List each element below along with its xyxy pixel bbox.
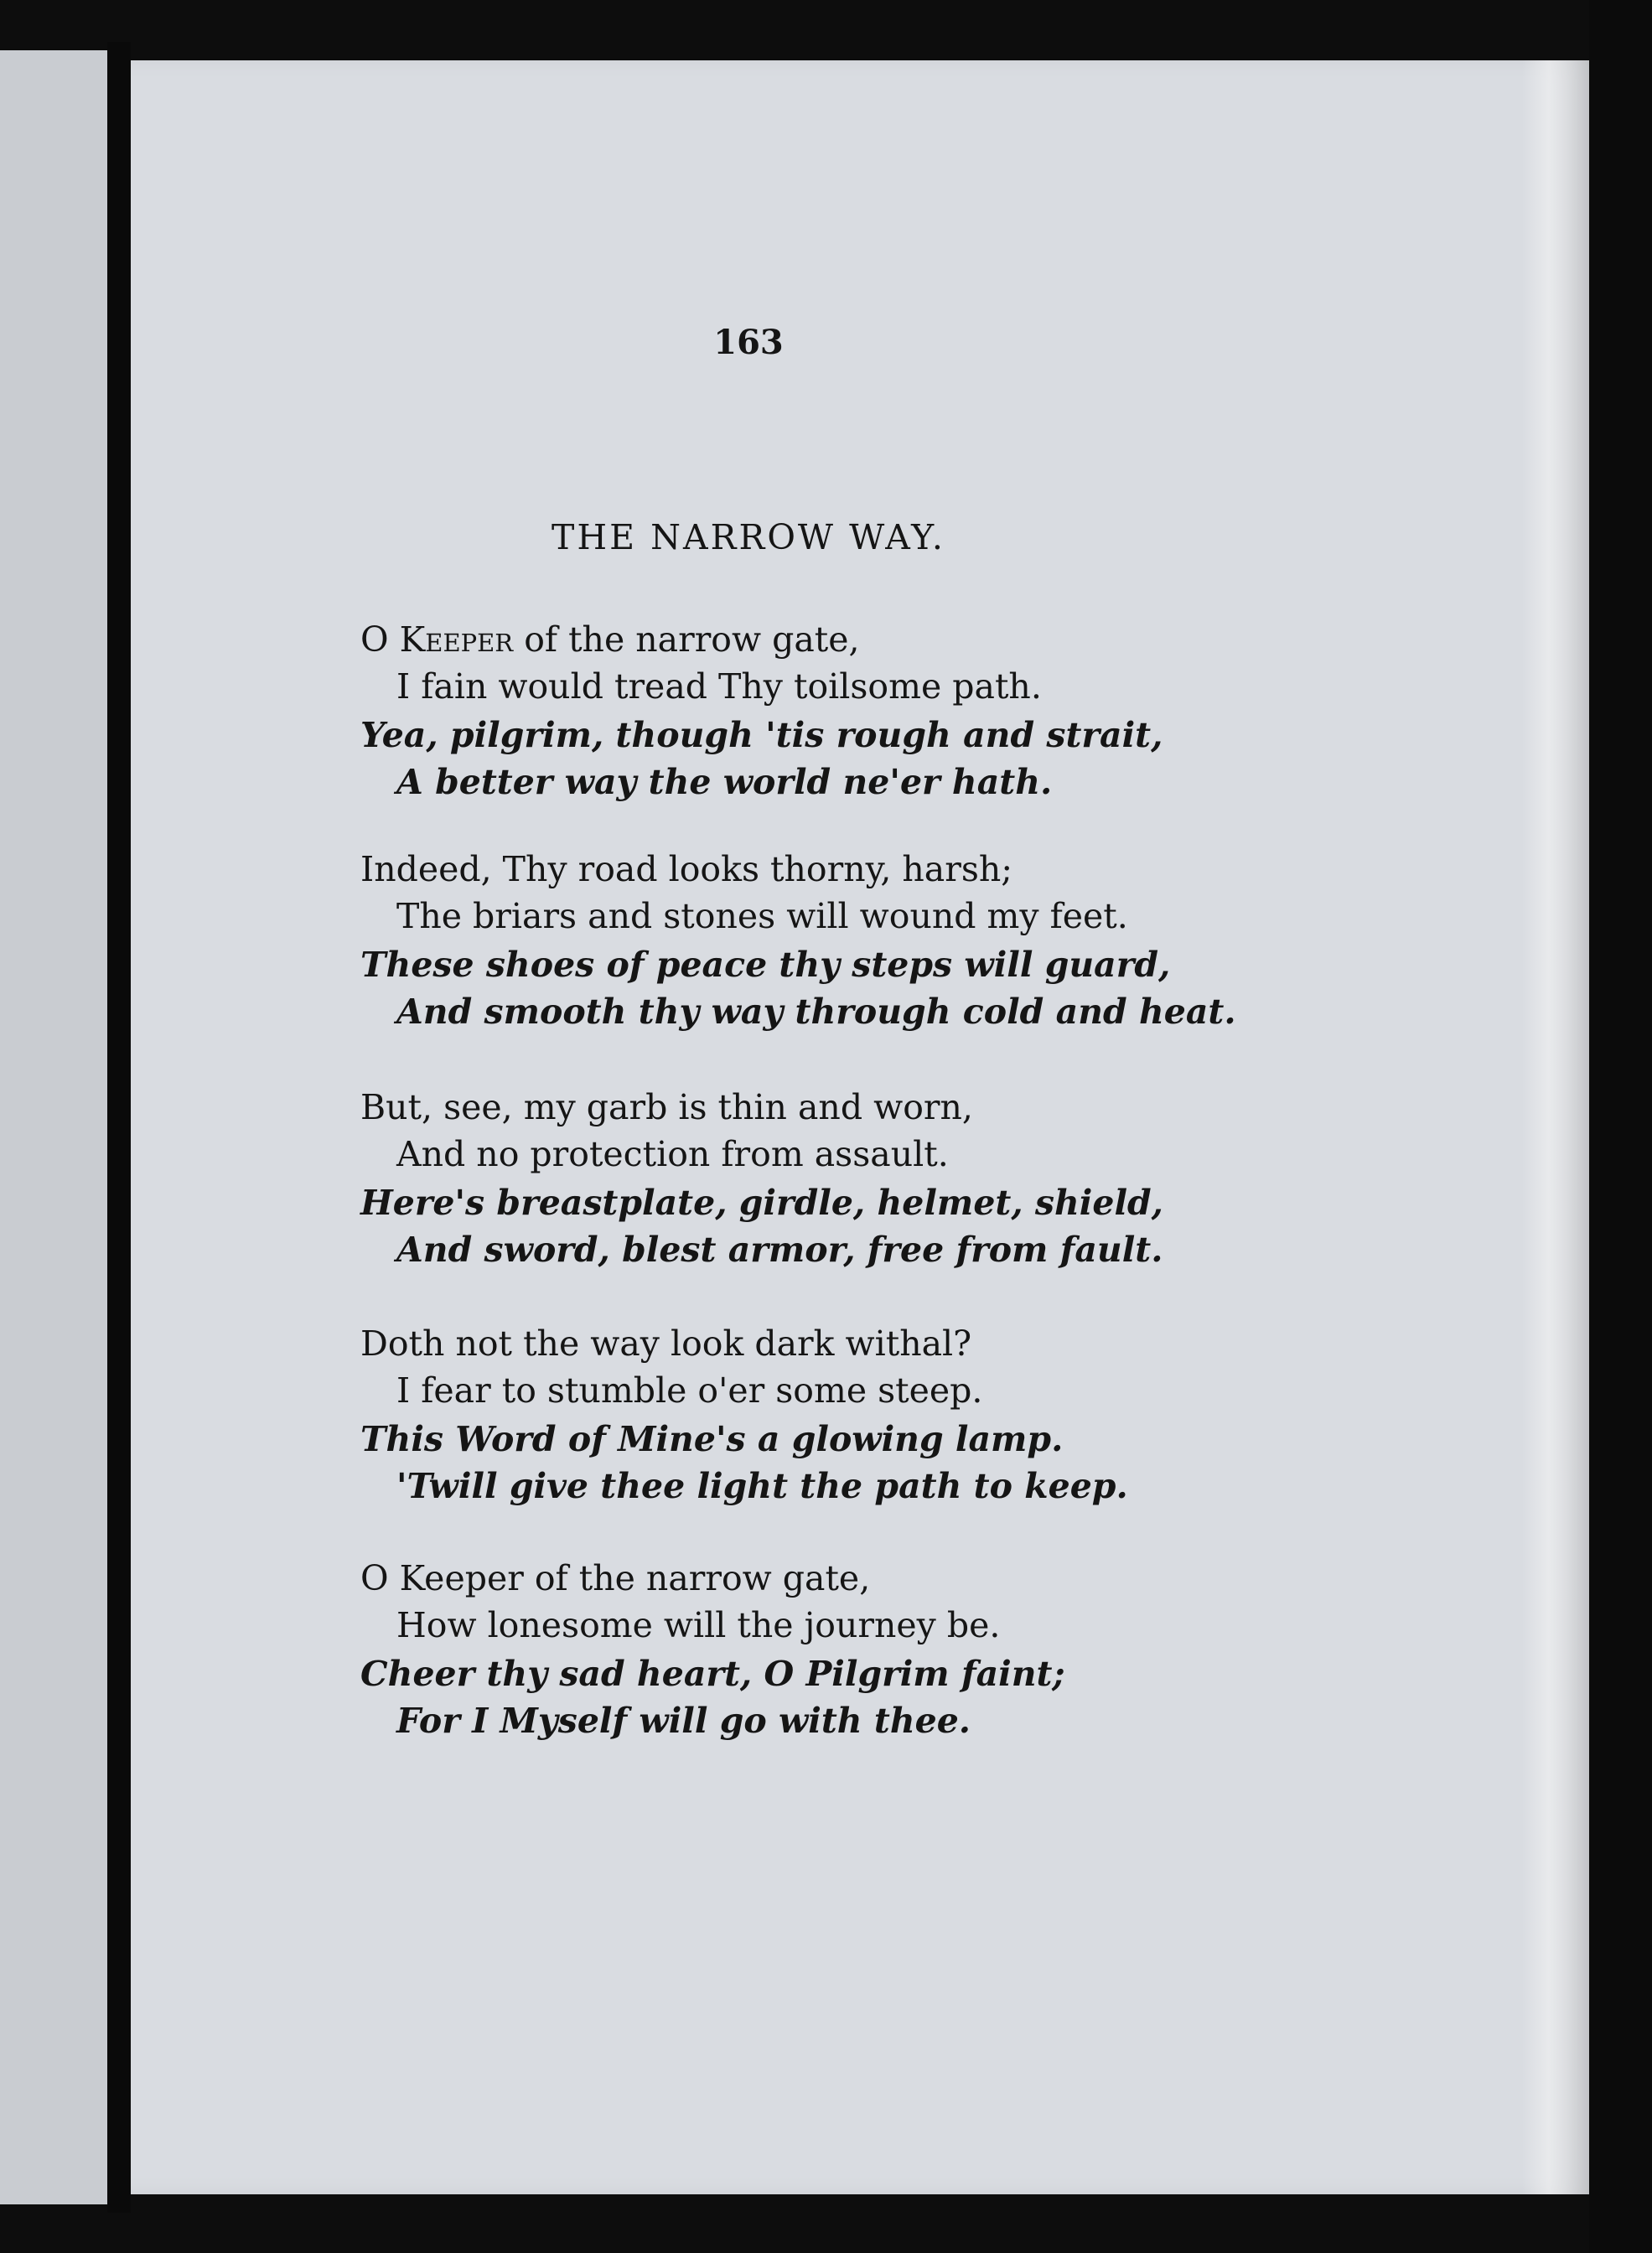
poem-line: O Keeper of the narrow gate,	[360, 1558, 871, 1598]
poem-line-italic: Yea, pilgrim, though 'tis rough and strait,	[360, 715, 1163, 755]
first-line-rest: of the narrow gate,	[513, 619, 860, 660]
poem-line-italic: Cheer thy sad heart, O Pilgrim faint;	[360, 1654, 1065, 1694]
poem-line-italic: This Word of Mine's a glowing lamp.	[360, 1419, 1064, 1459]
page-number: 163	[713, 323, 784, 362]
poem-line: I fain would tread Thy toilsome path.	[396, 666, 1042, 707]
poem-line-italic: And sword, blest armor, free from fault.	[396, 1230, 1163, 1270]
poem-line-italic: 'Twill give thee light the path to keep.	[396, 1466, 1128, 1506]
first-word-smallcaps: Keeper	[399, 619, 514, 660]
poem-line: And no protection from assault.	[396, 1134, 949, 1174]
poem-line: Indeed, Thy road looks thorny, harsh;	[360, 849, 1013, 889]
poem-line: The briars and stones will wound my feet.	[396, 896, 1128, 936]
poem-line-italic: For I Myself will go with thee.	[396, 1701, 971, 1741]
poem-line: Doth not the way look dark withal?	[360, 1323, 972, 1364]
poem-line-italic: And smooth thy way through cold and heat.	[396, 992, 1236, 1032]
poem-line: How lonesome will the journey be.	[396, 1605, 1001, 1645]
first-word-prefix: O	[360, 619, 400, 660]
poem-title: THE NARROW WAY.	[552, 517, 945, 557]
poem-line	[360, 619, 860, 660]
poem-line-italic: These shoes of peace thy steps will guard,	[360, 945, 1171, 985]
poem-line: I fear to stumble o'er some steep.	[396, 1370, 983, 1411]
poem-line-italic: Here's breastplate, girdle, helmet, shield,	[360, 1183, 1163, 1223]
poem-line-italic: A better way the world ne'er hath.	[396, 762, 1053, 802]
poem-line: But, see, my garb is thin and worn,	[360, 1087, 973, 1127]
